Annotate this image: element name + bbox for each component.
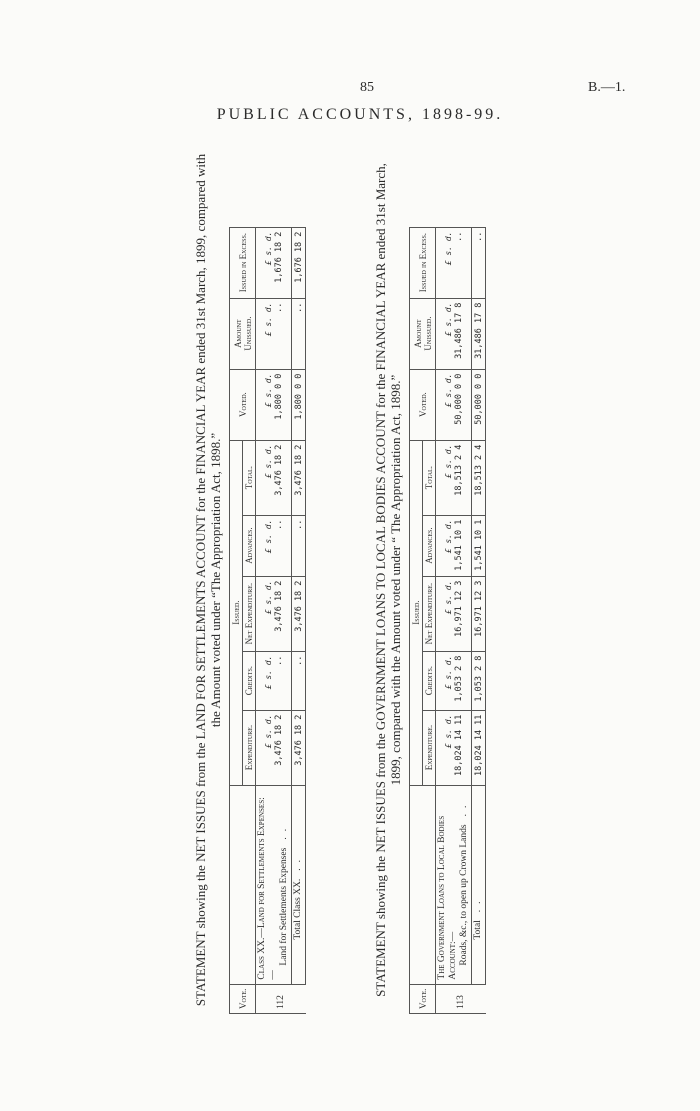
col-issued-in-excess: Issued in Excess. <box>230 227 256 298</box>
header-row <box>410 227 423 1013</box>
col-description <box>230 785 256 984</box>
expenditure-value: £ s. d. 3,476 18 2 <box>256 710 292 785</box>
col-expenditure: Expenditure. <box>243 710 256 785</box>
total-total: 18,513 2 4 <box>472 440 486 515</box>
total-value: £ s. d. 3,476 18 2 <box>256 440 292 515</box>
page-number: 85 <box>360 80 374 95</box>
col-vote: Vote. <box>410 984 436 1013</box>
net-expenditure-value: £ s. d. 16,971 12 3 <box>436 576 472 651</box>
total-row <box>472 227 486 1013</box>
col-description <box>410 785 436 984</box>
total-credits: 1,053 2 8 <box>472 651 486 710</box>
total-unissued: 31,486 17 8 <box>472 298 486 369</box>
col-voted: Voted. <box>410 369 436 440</box>
col-total: Total. <box>243 440 256 515</box>
col-expenditure: Expenditure. <box>423 710 436 785</box>
total-voted: 1,800 0 0 <box>292 369 306 440</box>
col-advances: Advances. <box>423 515 436 576</box>
col-credits: Credits. <box>423 651 436 710</box>
statement-title <box>193 130 223 1030</box>
statement-title-lead: STATEMENT <box>373 922 388 997</box>
col-issued-in-excess: Issued in Excess. <box>410 227 436 298</box>
col-vote: Vote. <box>230 984 256 1013</box>
statement-title-text: showing the NET ISSUES from the GOVERNMENT LOANS TO LOCAL BODIES ACCOUNT for the FINANCIAL YEAR ended 31st March, 1899, compared with the Amount voted under “ The Appropriation Act, 1898.” <box>373 163 403 920</box>
total-net-expenditure: 16,971 12 3 <box>472 576 486 651</box>
statement-title-text: showing the NET ISSUES from the LAND FOR SETTLEMENTS ACCOUNT for the FINANCIAL YEAR ended 31st March, 1899, compared with the Amount voted under “The Appropriation Act, 1898.” <box>193 153 223 929</box>
credits-value: £ s. d. 1,053 2 8 <box>436 651 472 710</box>
statement-title <box>373 130 403 1030</box>
item-label: Land for Settlements Expenses <box>279 847 289 966</box>
unissued-value: £ s. d. .. <box>256 298 292 369</box>
total-total: 3,476 18 2 <box>292 440 306 515</box>
class-heading: Class XX.—Land for Settlements Expenses:— <box>257 797 278 980</box>
col-total: Total. <box>423 440 436 515</box>
net-expenditure-value: £ s. d. 3,476 18 2 <box>256 576 292 651</box>
total-expenditure: 3,476 18 2 <box>292 710 306 785</box>
item-label: Roads, &c., to open up Crown Lands <box>459 824 469 966</box>
col-amount-unissued: Amount Unissued. <box>410 298 436 369</box>
col-voted: Voted. <box>230 369 256 440</box>
statement-title-lead: STATEMENT <box>193 931 208 1007</box>
credits-value: £ s. d. .. <box>256 651 292 710</box>
col-issued: Issued. <box>410 440 423 785</box>
total-excess: .. <box>472 227 486 298</box>
total-voted: 50,000 0 0 <box>472 369 486 440</box>
total-label: Total Class XX... <box>292 785 306 984</box>
total-credits: .. <box>292 651 306 710</box>
total-row <box>292 227 306 1013</box>
col-issued: Issued. <box>230 440 243 785</box>
col-credits: Credits. <box>243 651 256 710</box>
excess-value: £ s. d. .. <box>436 227 472 298</box>
vote-number: 113 <box>436 984 486 1013</box>
total-advances: 1,541 10 1 <box>472 515 486 576</box>
total-value: £ s. d. 18,513 2 4 <box>436 440 472 515</box>
total-advances: .. <box>292 515 306 576</box>
col-amount-unissued: Amount Unissued. <box>230 298 256 369</box>
class-heading: The Government Loans to Local Bodies Account:— <box>437 815 458 980</box>
running-title: PUBLIC ACCOUNTS, 1898-99. <box>216 106 504 123</box>
unissued-value: £ s. d. 31,486 17 8 <box>436 298 472 369</box>
accounts-table <box>409 227 486 1014</box>
col-advances: Advances. <box>243 515 256 576</box>
voted-value: £ s. d. 1,800 0 0 <box>256 369 292 440</box>
total-label: Total.. <box>472 785 486 984</box>
table-row <box>256 227 292 1013</box>
advances-value: £ s. d. 1,541 10 1 <box>436 515 472 576</box>
accounts-table <box>229 227 306 1014</box>
vote-number: 112 <box>256 984 306 1013</box>
header-row <box>230 227 243 1013</box>
total-expenditure: 18,024 14 11 <box>472 710 486 785</box>
table-row <box>436 227 472 1013</box>
expenditure-value: £ s. d. 18,024 14 11 <box>436 710 472 785</box>
total-excess: 1,676 18 2 <box>292 227 306 298</box>
voted-value: £ s. d. 50,000 0 0 <box>436 369 472 440</box>
total-net-expenditure: 3,476 18 2 <box>292 576 306 651</box>
excess-value: £ s. d. 1,676 18 2 <box>256 227 292 298</box>
statement-land-for-settlements <box>193 130 306 1030</box>
paper-code: B.—1. <box>588 80 626 95</box>
total-unissued: .. <box>292 298 306 369</box>
item-description: Class XX.—Land for Settlements Expenses:— Land for Settlements Expenses.. <box>256 785 292 984</box>
statement-loans-to-local-bodies <box>373 130 486 1030</box>
advances-value: £ s. d. .. <box>256 515 292 576</box>
col-net-expenditure: Net Expenditure. <box>243 576 256 651</box>
col-net-expenditure: Net Expenditure. <box>423 576 436 651</box>
item-description: The Government Loans to Local Bodies Account:— Roads, &c., to open up Crown Lands.. <box>436 785 472 984</box>
